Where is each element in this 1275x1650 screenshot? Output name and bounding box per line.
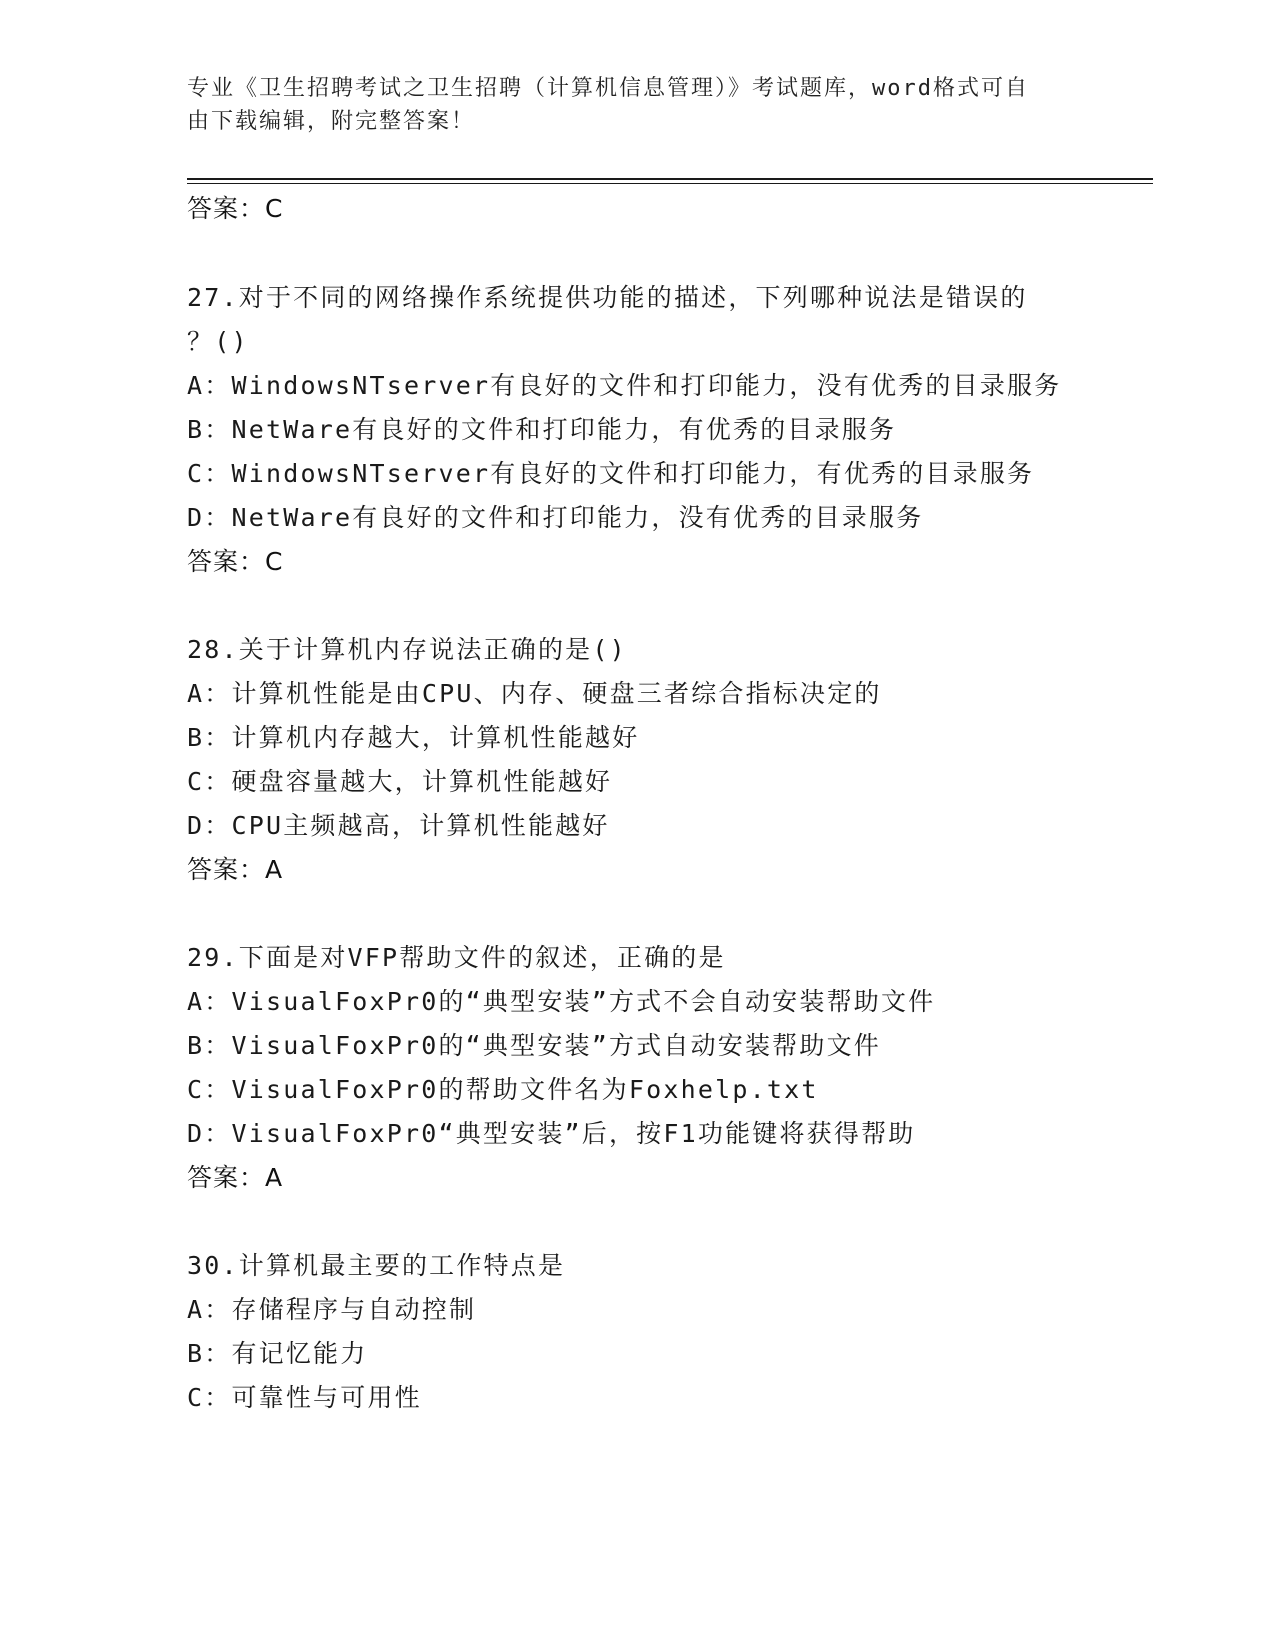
- question-28-option-a: A：计算机性能是由CPU、内存、硬盘三者综合指标决定的: [187, 679, 882, 708]
- question-29-option-a: A：VisualFoxPr0的“典型安装”方式不会自动安装帮助文件: [187, 987, 936, 1016]
- header-divider-thin: [187, 183, 1153, 184]
- question-28-option-d: D：CPU主频越高，计算机性能越好: [187, 811, 610, 840]
- question-29-stem: 29.下面是对VFP帮助文件的叙述，正确的是: [187, 943, 726, 972]
- question-27-option-a: A：WindowsNTserver有良好的文件和打印能力，没有优秀的目录服务: [187, 371, 1062, 400]
- question-28-option-c: C：硬盘容量越大，计算机性能越好: [187, 767, 613, 796]
- question-27-answer: 答案：C: [187, 547, 284, 576]
- answer-previous: 答案：C: [187, 194, 284, 223]
- header-divider-thick: [187, 178, 1153, 180]
- question-28-option-b: B：计算机内存越大，计算机性能越好: [187, 723, 640, 752]
- question-27-option-d: D：NetWare有良好的文件和打印能力，没有优秀的目录服务: [187, 503, 924, 532]
- question-27-stem: 27.对于不同的网络操作系统提供功能的描述，下列哪种说法是错误的: [187, 283, 1028, 312]
- question-30-option-c: C：可靠性与可用性: [187, 1383, 422, 1412]
- question-30-stem: 30.计算机最主要的工作特点是: [187, 1251, 566, 1280]
- question-28-stem: 28.关于计算机内存说法正确的是(): [187, 635, 627, 664]
- question-29-option-c: C：VisualFoxPr0的帮助文件名为Foxhelp.txt: [187, 1075, 819, 1104]
- question-29-option-d: D：VisualFoxPr0“典型安装”后，按F1功能键将获得帮助: [187, 1119, 916, 1148]
- question-27-option-c: C：WindowsNTserver有良好的文件和打印能力，有优秀的目录服务: [187, 459, 1035, 488]
- header-line-1: 专业《卫生招聘考试之卫生招聘（计算机信息管理）》考试题库，word格式可自: [187, 76, 1029, 101]
- question-30-option-b: B：有记忆能力: [187, 1339, 368, 1368]
- question-27-option-b: B：NetWare有良好的文件和打印能力，有优秀的目录服务: [187, 415, 897, 444]
- header-line-2: 由下载编辑，附完整答案！: [187, 109, 476, 134]
- question-29-answer: 答案：A: [187, 1163, 284, 1192]
- document-header: [187, 72, 1077, 138]
- question-29-option-b: B：VisualFoxPr0的“典型安装”方式自动安装帮助文件: [187, 1031, 881, 1060]
- question-30-option-a: A：存储程序与自动控制: [187, 1295, 477, 1324]
- question-28-answer: 答案：A: [187, 855, 284, 884]
- question-27-stem-cont: ？(): [187, 327, 249, 356]
